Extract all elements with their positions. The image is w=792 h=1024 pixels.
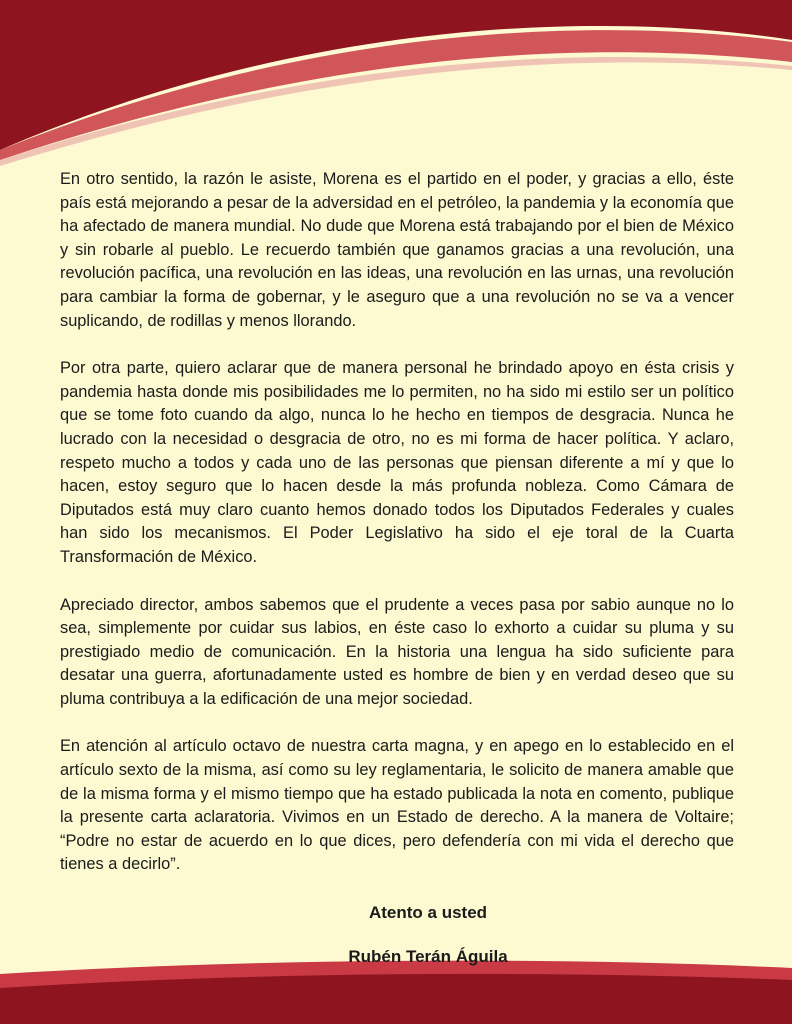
closing-greeting: Atento a usted [368,903,488,923]
top-decorative-wave [0,0,792,170]
letter-paragraph-1: En otro sentido, la razón le asiste, Morena es el partido en el poder, y gracias a ello, éste país está mejorando a pesar de la adversidad en el petróleo, la pandemia y la economía que ha afectado de manera mundial. No dude que Morena está trabajando por el bien de México y sin robarle al pueblo. Le recuerdo también que ganamos gracias a una revolución, una revolución pacífica, una revolución en las ideas, una revolución en las urnas, una revolución para cambiar la forma de gobernar, y le aseguro que a una revolución no se va a vencer suplicando, de rodillas y menos llorando. [60,170,734,330]
letter-body [60,168,734,968]
letter-paragraph-2: Por otra parte, quiero aclarar que de manera personal he brindado apoyo en ésta crisis y pandemia hasta donde mis posibilidades me lo permiten, no ha sido mi estilo ser un político que se tome foto cuando da algo, nunca lo he hecho en tiempos de desgracia. Nunca he lucrado con la necesidad o desgracia de otro, no es mi forma de hacer política. Y aclaro, respeto mucho a todos y cada uno de las personas que piensan diferente a mí y que lo hacen, estoy seguro que lo hacen desde la más profunda nobleza. Como Cámara de Diputados está muy claro cuanto hemos donado todos los Diputados Federales y cuales han sido los mecanismos. El Poder Legislativo ha sido el eje toral de la Cuarta Transformación de México. [60,359,734,566]
letter-paragraph-4: En atención al artículo octavo de nuestra carta magna, y en apego en lo establecido en el artículo sexto de la misma, así como su ley reglamentaria, le solicito de manera amable que de la misma forma y el mismo tiempo que ha estado publicada la nota en comento, publique la presente carta aclaratoria. Vivimos en un Estado de derecho. A la manera de Voltaire; “Podre no estar de acuerdo en lo que dices, pero defendería con mi vida el derecho que tienes a decirlo”. [60,737,734,874]
signature-name: Rubén Terán Águila [348,946,508,966]
letter-paragraph-3: Apreciado director, ambos sabemos que el prudente a veces pasa por sabio aunque no lo sea, simplemente por cuidar sus labios, en éste caso lo exhorto a cuidar su pluma y su prestigiado medio de comunicación. En la historia una lengua ha sido suficiente para desatar una guerra, afortunadamente usted es hombre de bien y en verdad deseo que su pluma contribuya a la edificación de una mejor sociedad. [60,595,734,708]
